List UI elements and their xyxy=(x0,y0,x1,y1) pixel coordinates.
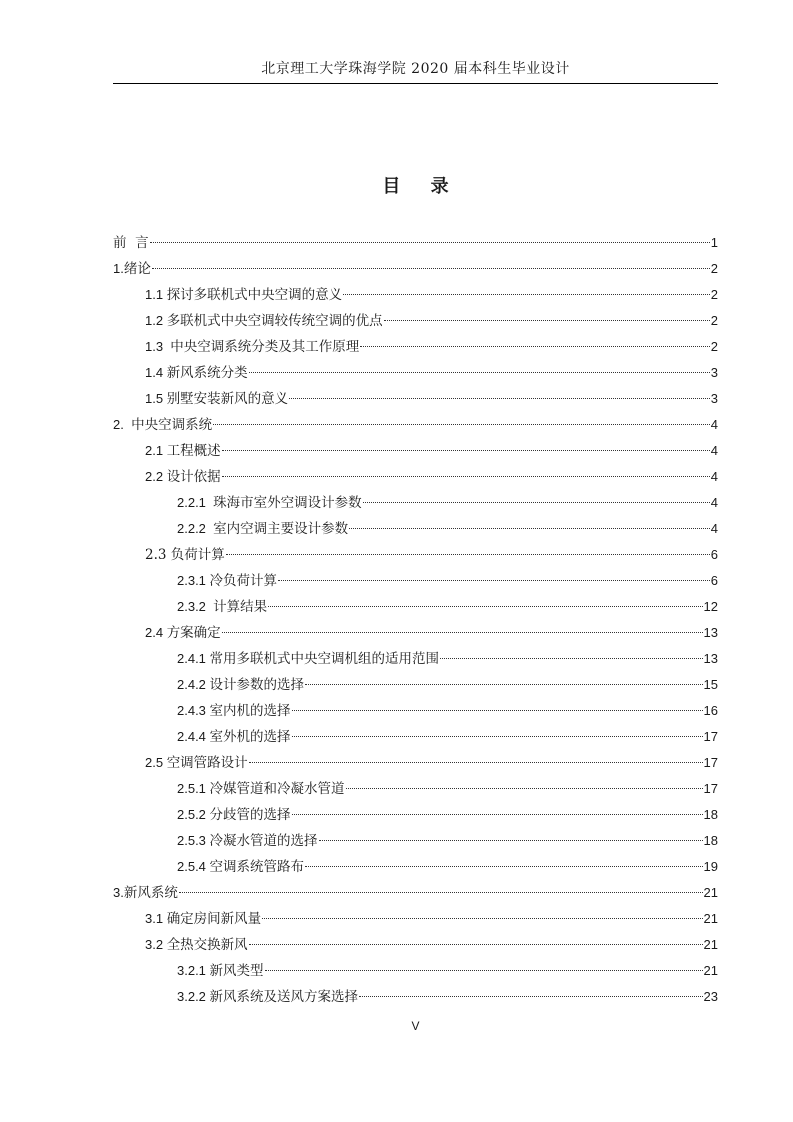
toc-entry[interactable] xyxy=(113,698,718,724)
toc-entry-label: 计算结果 xyxy=(213,599,268,615)
dot-leader xyxy=(289,398,710,399)
toc-entry-label: 方案确定 xyxy=(166,625,221,641)
toc-entry-page: 21 xyxy=(703,885,718,900)
toc-entry-page: 2 xyxy=(710,261,718,276)
dot-leader xyxy=(222,450,710,451)
toc-entry[interactable] xyxy=(113,724,718,750)
toc-entry-label: 空调管路设计 xyxy=(166,755,248,771)
toc-entry[interactable] xyxy=(113,854,718,880)
toc-entry[interactable] xyxy=(113,620,718,646)
toc-entry-page: 23 xyxy=(703,989,718,1004)
toc-entry-number: 2.3.2 xyxy=(177,599,214,614)
dot-leader xyxy=(249,372,710,373)
toc-entry-number: 3.2.2 xyxy=(177,989,210,1004)
toc-entry-page: 21 xyxy=(703,937,718,952)
dot-leader xyxy=(213,424,710,425)
toc-entry-page: 4 xyxy=(710,417,718,432)
toc-entry-label: 新风系统分类 xyxy=(166,365,248,381)
toc-entry-number: 3.1 xyxy=(145,911,167,926)
toc-entry-number: 2.4 xyxy=(145,625,167,640)
toc-entry[interactable] xyxy=(113,412,718,438)
toc-entry-number: 2.5.4 xyxy=(177,859,210,874)
toc-entry-page: 2 xyxy=(710,313,718,328)
toc-entry[interactable] xyxy=(113,282,718,308)
toc-entry-label: 新风系统 xyxy=(123,885,178,901)
toc-entry[interactable] xyxy=(113,516,718,542)
toc-entry[interactable] xyxy=(113,386,718,412)
toc-entry-label: 室内空调主要设计参数 xyxy=(213,521,349,537)
toc-entry-page: 15 xyxy=(703,677,718,692)
toc-entry[interactable] xyxy=(113,568,718,594)
dot-leader xyxy=(249,944,703,945)
toc-entry-page: 4 xyxy=(710,469,718,484)
toc-entry-label: 空调系统管路布 xyxy=(209,859,305,875)
toc-entry-page: 1 xyxy=(710,235,718,250)
page-number: V xyxy=(411,1019,420,1033)
toc-entry-label: 全热交换新风 xyxy=(166,937,248,953)
toc-entry-label: 新风类型 xyxy=(209,963,264,979)
dot-leader xyxy=(359,996,703,997)
toc-entry-number: 1.2 xyxy=(145,313,167,328)
dot-leader xyxy=(268,606,702,607)
dot-leader xyxy=(343,294,710,295)
toc-entry-label: 2.3 负荷计算 xyxy=(145,547,225,563)
toc-entry[interactable] xyxy=(113,802,718,828)
dot-leader xyxy=(384,320,710,321)
toc-entry-page: 4 xyxy=(710,495,718,510)
toc-entry-number: 2.4.2 xyxy=(177,677,210,692)
running-header: 北京理工大学珠海学院 2020 届本科生毕业设计 xyxy=(261,61,570,77)
toc-entry-page: 13 xyxy=(703,625,718,640)
toc-entry[interactable] xyxy=(113,360,718,386)
toc-entry[interactable] xyxy=(113,542,718,568)
dot-leader xyxy=(292,814,703,815)
toc-entry[interactable] xyxy=(113,932,718,958)
toc-entry[interactable] xyxy=(113,438,718,464)
dot-leader xyxy=(305,866,703,867)
toc-entry-number: 3.2 xyxy=(145,937,167,952)
toc-entry[interactable] xyxy=(113,750,718,776)
dot-leader xyxy=(346,788,703,789)
toc-entry[interactable] xyxy=(113,464,718,490)
toc-entry-number: 1.4 xyxy=(145,365,167,380)
dot-leader xyxy=(440,658,703,659)
table-of-contents xyxy=(113,230,718,1010)
toc-entry-label: 室外机的选择 xyxy=(209,729,291,745)
toc-entry-number: 3. xyxy=(113,885,124,900)
toc-entry-label: 分歧管的选择 xyxy=(209,807,291,823)
toc-entry-label: 室内机的选择 xyxy=(209,703,291,719)
toc-entry-page: 4 xyxy=(710,443,718,458)
toc-entry-number: 1.3 xyxy=(145,339,171,354)
toc-entry-number: 2.5.1 xyxy=(177,781,210,796)
toc-entry-label: 确定房间新风量 xyxy=(166,911,262,927)
dot-leader xyxy=(265,970,703,971)
dot-leader xyxy=(349,528,710,529)
toc-entry-page: 6 xyxy=(710,547,718,562)
toc-entry-label: 绪论 xyxy=(123,261,151,277)
toc-entry-number: 2.2 xyxy=(145,469,167,484)
toc-entry[interactable] xyxy=(113,828,718,854)
dot-leader xyxy=(292,736,703,737)
toc-entry-page: 21 xyxy=(703,911,718,926)
toc-entry-label: 多联机式中央空调较传统空调的优点 xyxy=(166,313,383,329)
toc-entry-page: 3 xyxy=(710,365,718,380)
toc-entry-page: 21 xyxy=(703,963,718,978)
toc-entry-page: 17 xyxy=(703,755,718,770)
dot-leader xyxy=(292,710,703,711)
dot-leader xyxy=(305,684,703,685)
dot-leader xyxy=(278,580,710,581)
dot-leader xyxy=(179,892,703,893)
toc-entry[interactable] xyxy=(113,906,718,932)
toc-entry-number: 2.1 xyxy=(145,443,167,458)
toc-entry-page: 19 xyxy=(703,859,718,874)
toc-entry-label: 中央空调系统分类及其工作原理 xyxy=(170,339,360,355)
dot-leader xyxy=(150,242,710,243)
toc-entry[interactable] xyxy=(113,334,718,360)
toc-entry-number: 2.4.1 xyxy=(177,651,210,666)
toc-entry-label: 探讨多联机式中央空调的意义 xyxy=(166,287,343,303)
toc-entry-label: 冷负荷计算 xyxy=(209,573,278,589)
dot-leader xyxy=(363,502,710,503)
toc-entry-number: 1.5 xyxy=(145,391,167,406)
toc-entry-number: 2.4.3 xyxy=(177,703,210,718)
toc-entry-label: 常用多联机式中央空调机组的适用范围 xyxy=(209,651,440,667)
dot-leader xyxy=(249,762,703,763)
dot-leader xyxy=(152,268,710,269)
toc-entry-number: 1. xyxy=(113,261,124,276)
dot-leader xyxy=(222,632,703,633)
toc-entry-page: 16 xyxy=(703,703,718,718)
toc-entry[interactable] xyxy=(113,490,718,516)
dot-leader xyxy=(226,554,710,555)
toc-entry[interactable] xyxy=(113,308,718,334)
toc-entry[interactable] xyxy=(113,256,718,282)
toc-entry-label: 别墅安装新风的意义 xyxy=(166,391,289,407)
toc-entry-page: 18 xyxy=(703,833,718,848)
toc-entry-label: 设计依据 xyxy=(166,469,221,485)
toc-entry-label: 冷凝水管道的选择 xyxy=(209,833,318,849)
toc-entry-number: 2.4.4 xyxy=(177,729,210,744)
toc-entry-page: 17 xyxy=(703,729,718,744)
toc-entry-page: 18 xyxy=(703,807,718,822)
toc-entry-label: 设计参数的选择 xyxy=(209,677,305,693)
dot-leader xyxy=(262,918,702,919)
toc-entry-number: 2.5.3 xyxy=(177,833,210,848)
toc-entry-label: 工程概述 xyxy=(166,443,221,459)
toc-entry-page: 6 xyxy=(710,573,718,588)
dot-leader xyxy=(222,476,710,477)
toc-entry-page: 4 xyxy=(710,521,718,536)
toc-entry-number: 2.2.2 xyxy=(177,521,214,536)
toc-entry-label: 中央空调系统 xyxy=(131,417,213,433)
toc-entry-page: 3 xyxy=(710,391,718,406)
toc-entry-number: 2.5 xyxy=(145,755,167,770)
toc-entry-label: 新风系统及送风方案选择 xyxy=(209,989,359,1005)
toc-entry[interactable] xyxy=(113,594,718,620)
toc-entry[interactable] xyxy=(113,958,718,984)
toc-entry-label: 珠海市室外空调设计参数 xyxy=(213,495,362,511)
toc-entry-number: 2.5.2 xyxy=(177,807,210,822)
toc-entry-page: 13 xyxy=(703,651,718,666)
toc-entry-number: 1.1 xyxy=(145,287,167,302)
toc-entry[interactable] xyxy=(113,230,718,256)
dot-leader xyxy=(319,840,703,841)
header-divider xyxy=(113,83,718,84)
toc-title: 目 录 xyxy=(382,176,461,197)
toc-entry-number: 2. xyxy=(113,417,132,432)
toc-entry-number: 3.2.1 xyxy=(177,963,210,978)
toc-entry[interactable] xyxy=(113,646,718,672)
toc-entry[interactable] xyxy=(113,880,718,906)
toc-entry[interactable] xyxy=(113,984,718,1010)
toc-entry-number: 2.2.1 xyxy=(177,495,214,510)
toc-entry-page: 2 xyxy=(710,287,718,302)
toc-entry-label: 前 言 xyxy=(113,235,149,251)
toc-entry-number: 2.3.1 xyxy=(177,573,210,588)
toc-entry-page: 2 xyxy=(710,339,718,354)
toc-entry-page: 12 xyxy=(703,599,718,614)
toc-entry[interactable] xyxy=(113,776,718,802)
toc-entry[interactable] xyxy=(113,672,718,698)
toc-entry-page: 17 xyxy=(703,781,718,796)
toc-entry-label: 冷媒管道和冷凝水管道 xyxy=(209,781,345,797)
dot-leader xyxy=(360,346,709,347)
